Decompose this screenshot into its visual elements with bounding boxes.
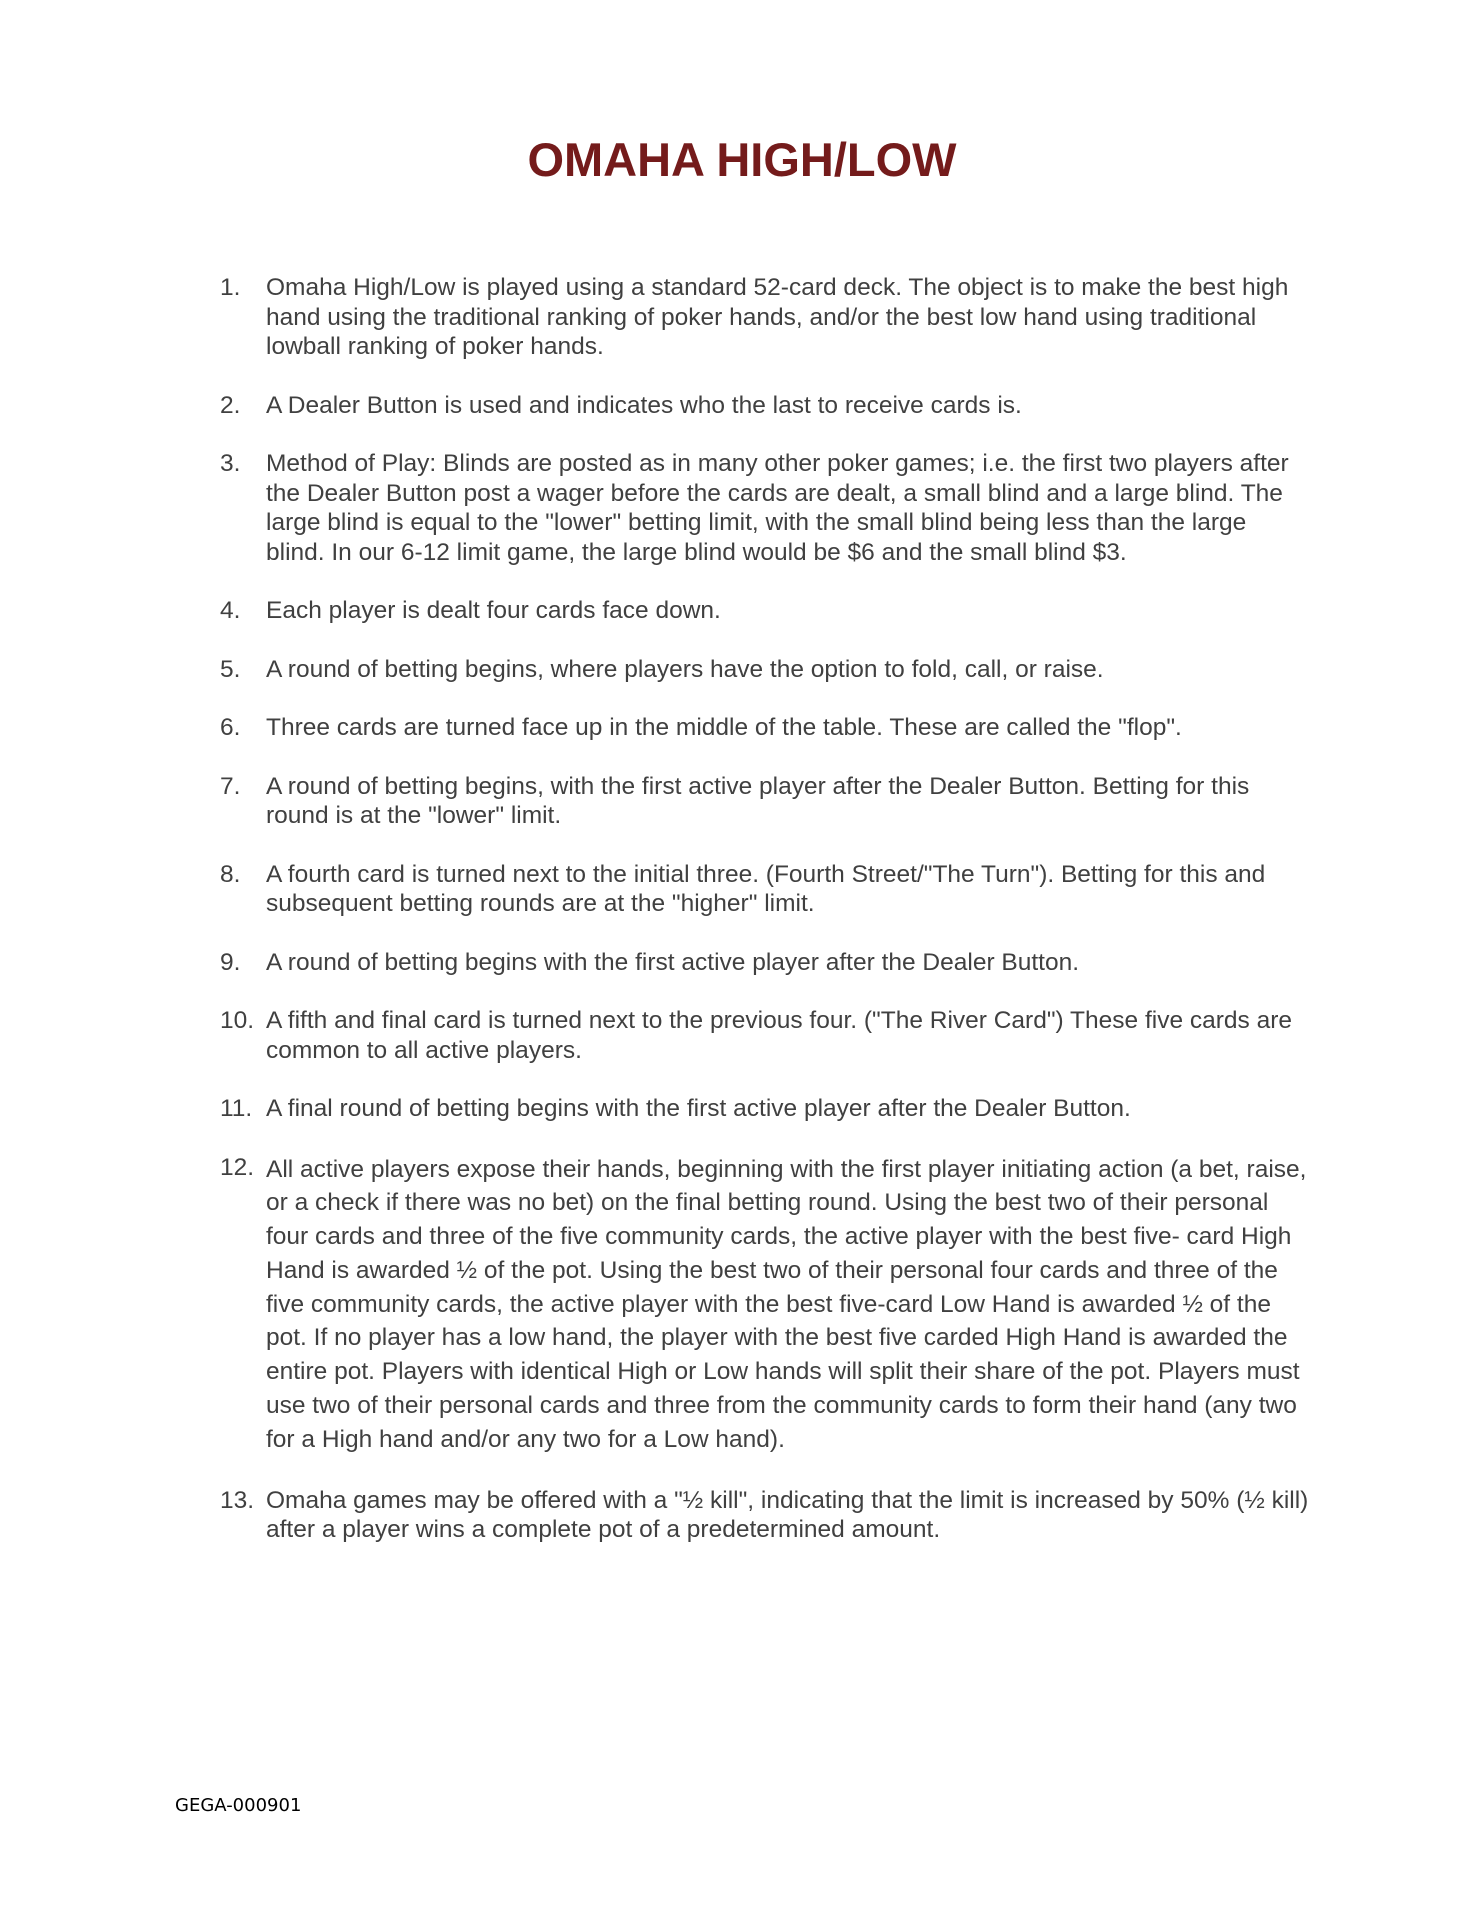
list-item — [220, 391, 1310, 421]
list-item-number: 4. — [220, 597, 241, 624]
list-item-number: 6. — [220, 714, 241, 741]
bates-number: GEGA-000901 — [175, 1795, 302, 1816]
list-item-text: Omaha High/Low is played using a standard 52-card deck. The object is to make the best high hand using the traditional ranking of poker hands, and/or the best low hand using traditional lowball ranking of poker hands. — [266, 274, 1289, 360]
list-item — [220, 655, 1310, 685]
list-item-text: Three cards are turned face up in the middle of the table. These are called the "flop". — [266, 714, 1182, 741]
rules-list — [220, 273, 1310, 1574]
list-item-text: A Dealer Button is used and indicates who the last to receive cards is. — [266, 391, 1022, 419]
list-item — [220, 1094, 1310, 1124]
list-item — [220, 596, 1310, 626]
list-item-number: 11. — [220, 1095, 253, 1122]
list-item-text: Method of Play: Blinds are posted as in many other poker games; i.e. the first two players after the Dealer Button post a wager before the cards are dealt, a small blind and a large blind. The large blind is equal to the "lower" betting limit, with the small blind being less than the large blind. In our 6-12 limit game, the large blind would be $6 and the small blind $3. — [266, 450, 1289, 566]
list-item-number: 9. — [220, 948, 241, 976]
list-item — [220, 1153, 1310, 1457]
list-item — [220, 772, 1310, 831]
list-item-number: 3. — [220, 450, 241, 477]
list-item-text: Each player is dealt four cards face down. — [266, 597, 721, 624]
list-item-number: 1. — [220, 274, 241, 301]
list-item-number: 12. — [220, 1153, 255, 1181]
list-item-text: A round of betting begins, with the first active player after the Dealer Button. Betting for this round is at the "lower" limit. — [266, 772, 1250, 829]
list-item-text: Omaha games may be offered with a "½ kill", indicating that the limit is increased by 50% (½ kill) after a player wins a complete pot of a predetermined amount. — [266, 1486, 1309, 1544]
list-item — [220, 713, 1310, 743]
list-item-number: 13. — [220, 1486, 255, 1514]
list-item-text: All active players expose their hands, beginning with the first player initiating action (a bet, raise, or a check if there was no bet) on the final betting round. Using the best two of their personal four cards and three of the five community cards, the active player with the best five- card High Hand is awarded ½ of the pot. Using the best two of their personal four cards and three of the five community cards, the active player with the best five-card Low Hand is awarded ½ of the pot. If no player has a low hand, the player with the best five carded High Hand is awarded the entire pot. Players with identical High or Low hands will split their share of the pot. Players must use two of their personal cards and three from the community cards to form their hand (any two for a High hand and/or any two for a Low hand). — [266, 1155, 1307, 1453]
list-item-text: A round of betting begins, where players have the option to fold, call, or raise. — [266, 655, 1104, 683]
list-item-number: 5. — [220, 655, 241, 683]
list-item — [220, 860, 1310, 919]
list-item — [220, 449, 1310, 567]
list-item — [220, 1006, 1310, 1065]
list-item-text: A round of betting begins with the first active player after the Dealer Button. — [266, 948, 1080, 976]
list-item — [220, 273, 1310, 362]
list-item-number: 7. — [220, 772, 241, 800]
list-item-number: 8. — [220, 860, 241, 888]
list-item-text: A final round of betting begins with the first active player after the Dealer Button. — [266, 1095, 1131, 1122]
list-item — [220, 1486, 1310, 1545]
list-item-number: 10. — [220, 1007, 255, 1034]
list-item-text: A fifth and final card is turned next to the previous four. ("The River Card") These five cards are common to all active players. — [266, 1007, 1293, 1064]
list-item-number: 2. — [220, 391, 241, 419]
list-item — [220, 948, 1310, 978]
page-title: OMAHA HIGH/LOW — [527, 133, 957, 186]
list-item-text: A fourth card is turned next to the initial three. (Fourth Street/"The Turn"). Betting for this and subsequent betting rounds are at the "higher" limit. — [266, 860, 1266, 917]
